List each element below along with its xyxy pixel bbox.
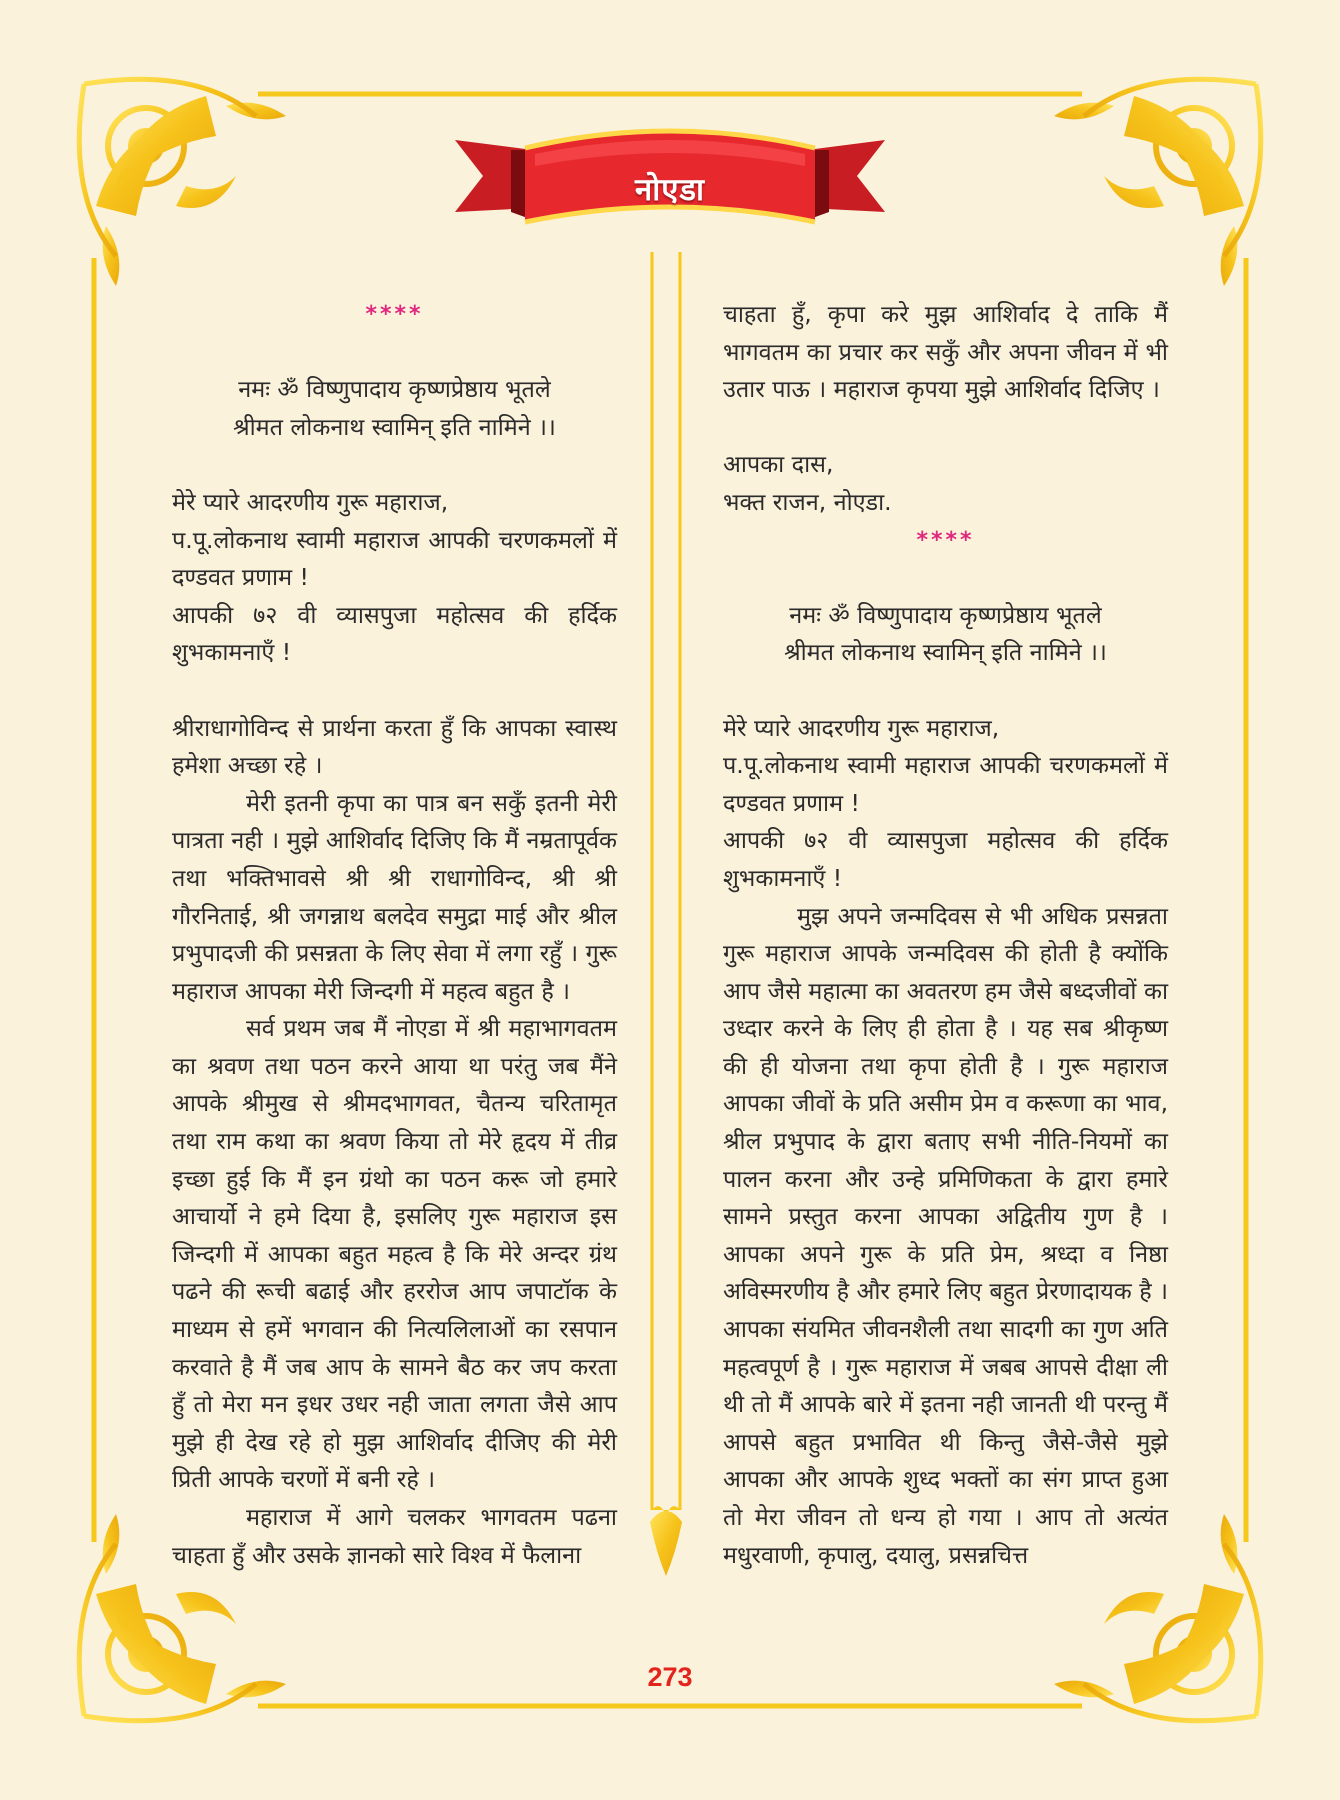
- salutation: मेरे प्यारे आदरणीय गुरू महाराज,: [172, 487, 449, 516]
- mantra-line-2: श्रीमत लोकनाथ स्वामिन् इति नामिने ।।: [233, 412, 556, 441]
- section-stars: ****: [916, 527, 975, 553]
- right-column: [723, 296, 1168, 1574]
- mantra-line-2: श्रीमत लोकनाथ स्वामिन् इति नामिने ।।: [784, 638, 1107, 667]
- wishes: आपकी ७२ वी व्यासपुजा महोत्सव की हर्दिक शुभकामनाएँ !: [723, 826, 1168, 892]
- paragraph: सर्व प्रथम जब मैं नोएडा में श्री महाभागवतम का श्रवण तथा पठन करने आया था परंतु जब मैंने आपके श्रीमुख से श्रीमदभागवत, चैतन्य चरितामृत तथा राम कथा का श्रवण किया तो मेरे हृदय में तीव्र इच्छा हुई कि मैं इन ग्रंथो का पठन करू जो हमारे आचार्यो ने हमे दिया है, इसलिए गुरू महाराज इस जिन्दगी में आपका बहुत महत्व है कि मेरे अन्दर ग्रंथ पढने की रूची बढाई और हररोज आप जपाटॉक के माध्यम से हमें भगवान की नित्यलिलाओं का रसपान करवाते है मैं जब आप के सामने बैठ कर जप करता हुँ तो मेरा मन इधर उधर नही जाता लगता जैसे आप मुझे ही देख रहे हो मुझ आशिर्वाद दीजिए की मेरी प्रिती आपके चरणों में बनी रहे ।: [172, 1014, 617, 1494]
- obeisance: प.पू.लोकनाथ स्वामी महाराज आपकी चरणकमलों में दण्डवत प्रणाम !: [172, 525, 617, 592]
- paragraph: चाहता हुँ, कृपा करे मुझ आशिर्वाद दे ताकि मैं भागवतम का प्रचार कर सकुँ और अपना जीवन में भी उतार पाऊ । महाराज कृपया मुझे आशिर्वाद दिजिए ।: [723, 300, 1168, 404]
- mantra-line-1: नमः ॐ विष्णुपादाय कृष्णप्रेष्ठाय भूतले: [789, 600, 1102, 629]
- paragraph: महाराज में आगे चलकर भागवतम पढना चाहता हुँ और उसके ज्ञानको सारे विश्व में फैलाना: [172, 1503, 617, 1569]
- paragraph: मुझ अपने जन्मदिवस से भी अधिक प्रसन्नता गुरू महाराज आपके जन्मदिवस की होती है क्योंकि आप जैसे महात्मा का अवतरण हम जैसे बध्दजीवों का उध्दार करने के लिए ही होता है । यह सब श्रीकृष्ण की ही योजना तथा कृपा होती है । गुरू महाराज आपका जीवों के प्रति असीम प्रेम व करूणा का भाव, श्रील प्रभुपाद के द्वारा बताए सभी नीति-नियमों का पालन करना और उन्हे प्रमिणिकता के द्वारा हमारे सामने प्रस्तुत करना आपका अद्वितीय गुण है । आपका अपने गुरू के प्रति प्रेम, श्रध्दा व निष्ठा अविस्मरणीय है और हमारे लिए बहुत प्रेरणादायक है । आपका संयमित जीवनशैली तथा सादगी का गुण अति महत्वपूर्ण है । गुरू महाराज में जबब आपसे दीक्षा ली थी तो मैं आपके बारे में इतना नही जानती थी परन्तु मैं आपसे बहुत प्रभावित थी किन्तु जैसे-जैसे मुझे आपका और आपके शुध्द भक्तों का संग प्राप्त हुआ तो मेरा जीवन तो धन्य हो गया । आप तो अत्यंत मधुरवाणी, कृपालु, दयालु, प्रसन्नचित्त: [723, 901, 1168, 1569]
- section-stars: ****: [365, 302, 424, 327]
- salutation: मेरे प्यारे आदरणीय गुरू महाराज,: [723, 713, 1000, 742]
- signature: भक्त राजन, नोएडा.: [723, 487, 892, 516]
- left-column: [172, 296, 617, 1574]
- paragraph: मेरी इतनी कृपा का पात्र बन सकुँ इतनी मेरी पात्रता नही । मुझे आशिर्वाद दिजिए कि मैं नम्रतापूर्वक तथा भक्तिभावसे श्री श्री राधागोविन्द, श्री श्री गौरनिताई, श्री जगन्नाथ बलदेव समुद्रा माई और श्रील प्रभुपादजी की प्रसन्नता के लिए सेवा में लगा रहुँ । गुरू महाराज आपका मेरी जिन्दगी में महत्व बहुत है ।: [172, 788, 617, 1005]
- closing: आपका दास,: [723, 450, 834, 479]
- wishes: आपकी ७२ वी व्यासपुजा महोत्सव की हर्दिक शुभकामनाएँ !: [172, 600, 617, 667]
- page-number: 273: [647, 1662, 693, 1692]
- paragraph: श्रीराधागोविन्द से प्रार्थना करता हुँ कि आपका स्वास्थ हमेशा अच्छा रहे ।: [172, 713, 617, 780]
- mantra-line-1: नमः ॐ विष्णुपादाय कृष्णप्रेष्ठाय भूतले: [238, 375, 551, 404]
- obeisance: प.पू.लोकनाथ स्वामी महाराज आपकी चरणकमलों में दण्डवत प्रणाम !: [723, 751, 1168, 817]
- page-title: नोएडा: [635, 172, 705, 208]
